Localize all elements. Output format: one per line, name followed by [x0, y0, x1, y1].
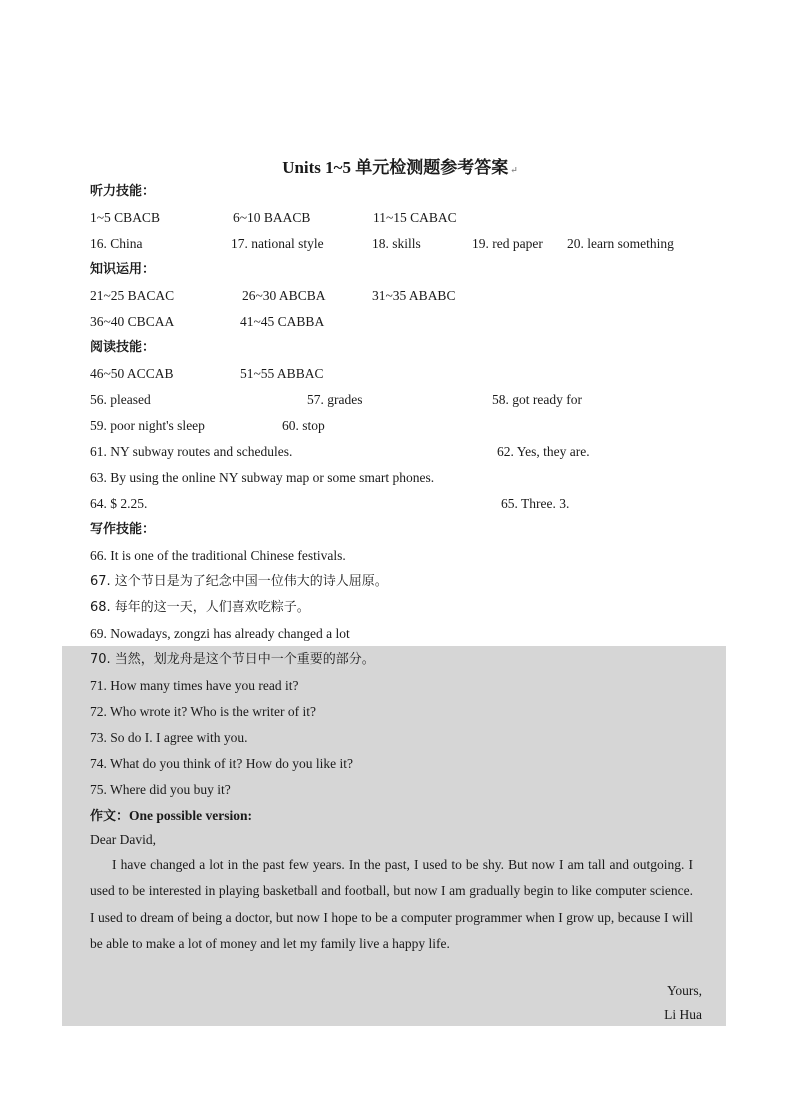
essay-closing: Yours,: [666, 983, 702, 998]
section-knowledge-heading: 知识运用：: [90, 262, 156, 277]
answer-item: 60. stop: [282, 418, 325, 433]
page-title: Units 1~5 单元检测题参考答案 ↵: [282, 158, 518, 177]
answer-item: 67. 这个节日是为了纪念中国一位伟大的诗人屈原。: [90, 574, 388, 589]
answer-item: 16. China: [90, 236, 143, 251]
answer-group: 1~5 CBACB: [90, 210, 160, 225]
answer-group: 51~55 ABBAC: [240, 366, 324, 381]
answer-item: 58. got ready for: [492, 392, 582, 407]
answer-item: 65. Three. 3.: [501, 496, 570, 511]
answer-item: 61. NY subway routes and schedules.: [90, 444, 293, 459]
answer-group: 6~10 BAACB: [233, 210, 311, 225]
answer-item: 64. $ 2.25.: [90, 496, 148, 511]
answer-item: 63. By using the online NY subway map or some smart phones.: [90, 470, 435, 485]
answer-item: 71. How many times have you read it?: [90, 678, 299, 693]
answer-group: 46~50 ACCAB: [90, 366, 174, 381]
answer-item: 73. So do I. I agree with you.: [90, 730, 248, 745]
essay-heading: [90, 807, 252, 826]
essay-greeting: Dear David,: [90, 832, 156, 847]
essay-body: I have changed a lot in the past few years. In the past, I used to be shy. But now I am tall and outgoing. I used to be interested in playing basketball and football, but now I am gradually begin to like computer science. I used to dream of being a doctor, but now I hope to be a computer programmer when I grow up, because I will be able to make a lot of money and let my family live a happy life.: [90, 857, 693, 951]
section-writing-heading: 写作技能：: [90, 522, 156, 537]
essay-signature: Li Hua: [664, 1007, 702, 1022]
answer-item: 62. Yes, they are.: [497, 444, 590, 459]
answer-item: 57. grades: [307, 392, 363, 407]
answer-item: 59. poor night's sleep: [90, 418, 205, 433]
answer-item: 18. skills: [372, 236, 421, 251]
essay-heading-zh: 作文：: [90, 809, 130, 824]
answer-item: 75. Where did you buy it?: [90, 782, 231, 797]
answer-item: 66. It is one of the traditional Chinese festivals.: [90, 548, 346, 563]
answer-group: 31~35 ABABC: [372, 288, 456, 303]
answer-item: 56. pleased: [90, 392, 151, 407]
answer-group: 11~15 CABAC: [373, 210, 457, 225]
answer-item: 20. learn something: [567, 236, 674, 251]
answer-group: 41~45 CABBA: [240, 314, 325, 329]
answer-group: 26~30 ABCBA: [242, 288, 326, 303]
answer-item: 70. 当然，划龙舟是这个节日中一个重要的部分。: [90, 652, 375, 667]
answer-item: 68. 每年的这一天，人们喜欢吃粽子。: [90, 600, 310, 615]
section-reading-heading: 阅读技能：: [90, 340, 156, 355]
answer-item: 74. What do you think of it? How do you like it?: [90, 756, 353, 771]
essay-heading-en: One possible version:: [129, 808, 253, 823]
answer-item: 19. red paper: [472, 236, 543, 251]
answer-item: 72. Who wrote it? Who is the writer of it?: [90, 704, 316, 719]
answer-group: 36~40 CBCAA: [90, 314, 175, 329]
answer-group: 21~25 BACAC: [90, 288, 175, 303]
answer-item: 69. Nowadays, zongzi has already changed a lot: [90, 626, 350, 641]
section-listening-heading: 听力技能：: [90, 184, 156, 199]
answer-item: 17. national style: [231, 236, 324, 251]
